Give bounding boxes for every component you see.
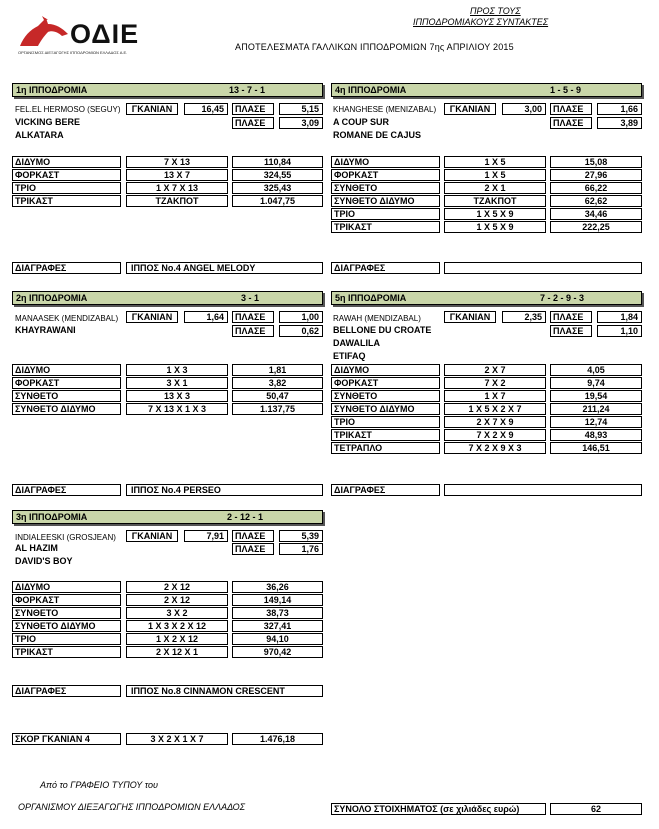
race-2-scratch-value: ΙΠΠΟΣ No.4 PERSEO [126,484,323,496]
bet-payout: 36,26 [232,581,323,593]
bet-combo: 1 X 5 X 2 X 7 [444,403,546,415]
race-3-gkanian-value: 7,91 [184,530,228,542]
race-4-title: 4η ΙΠΠΟΔΡΟΜΙΑ [335,85,407,95]
race-4-plase-value-2: 3,89 [597,117,642,129]
race-5-scratch-label: ΔΙΑΓΡΑΦΕΣ [331,484,440,496]
bet-payout: 1.137,75 [232,403,323,415]
race-5-gkanian-label: ΓΚΑΝΙΑΝ [444,311,496,323]
bet-payout: 38,73 [232,607,323,619]
bet-payout: 110,84 [232,156,323,168]
race-2-result: 3 - 1 [241,293,260,303]
bet-name: ΤΡΙΟ [12,633,121,645]
bet-combo: 2 X 1 [444,182,546,194]
race-4-scratch-label: ΔΙΑΓΡΑΦΕΣ [331,262,440,274]
race-2-header [12,291,323,305]
race-1-plase-label-1: ΠΛΑΣΕ [232,103,274,115]
race-4-third: ROMANE DE CAJUS [333,130,422,140]
race-2-plase-value-1: 1,00 [279,311,323,323]
bet-combo: 7 X 2 X 9 X 3 [444,442,546,454]
bet-payout: 149,14 [232,594,323,606]
bet-payout: 1.047,75 [232,195,323,207]
bet-payout: 66,22 [550,182,642,194]
race-2-plase-label-1: ΠΛΑΣΕ [232,311,274,323]
race-1-second: VICKING BERE [15,117,81,127]
bet-name: ΣΥΝΘΕΤΟ [331,182,440,194]
race-3-plase-value-2: 1,76 [279,543,323,555]
race-3-plase-label-1: ΠΛΑΣΕ [232,530,274,542]
race-3-scratch-value: ΙΠΠΟΣ No.8 CINNAMON CRESCENT [126,685,323,697]
race-5-fourth: ETIFAQ [333,351,366,361]
bet-combo: ΤΖΑΚΠΟΤ [444,195,546,207]
bet-payout: 9,74 [550,377,642,389]
race-1-gkanian-label: ΓΚΑΝΙΑΝ [126,103,178,115]
race-2-gkanian-label: ΓΚΑΝΙΑΝ [126,311,178,323]
bet-payout: 62,62 [550,195,642,207]
bet-combo: 13 X 3 [126,390,228,402]
bet-name: ΤΡΙΚΑΣΤ [331,429,440,441]
race-5-plase-value-1: 1,84 [597,311,642,323]
bet-combo: 3 X 2 [126,607,228,619]
bet-payout: 3,82 [232,377,323,389]
horse-head-icon [18,14,72,48]
bet-payout: 327,41 [232,620,323,632]
logo-text: ΟΔΙΕ [70,19,140,49]
race-5-plase-label-2: ΠΛΑΣΕ [550,325,592,337]
bet-payout: 94,10 [232,633,323,645]
race-2-second: KHAYRAWANI [15,325,76,335]
bet-name: ΣΥΝΘΕΤΟ ΔΙΔΥΜΟ [331,403,440,415]
bet-name: ΦΟΡΚΑΣΤ [331,169,440,181]
race-3-winner: INDIALEESKI (GROSJEAN) [15,533,116,542]
race-3-third: DAVID'S BOY [15,556,73,566]
bet-combo: 7 X 13 X 1 X 3 [126,403,228,415]
race-1-scratch-label: ΔΙΑΓΡΑΦΕΣ [12,262,121,274]
bet-combo: 1 X 2 X 12 [126,633,228,645]
race-2-gkanian-value: 1,64 [184,311,228,323]
addressee-line-2: ΙΠΠΟΔΡΟΜΙΑΚΟΥΣ ΣΥΝΤΑΚΤΕΣ [413,17,549,27]
race-4-plase-label-1: ΠΛΑΣΕ [550,103,592,115]
bet-name: ΣΥΝΘΕΤΟ ΔΙΔΥΜΟ [12,620,121,632]
race-4-plase-value-1: 1,66 [597,103,642,115]
race-5-third: DAWALILA [333,338,380,348]
bet-payout: 222,25 [550,221,642,233]
race-5-plase-value-2: 1,10 [597,325,642,337]
race-5-gkanian-value: 2,35 [502,311,546,323]
race-2-plase-value-2: 0,62 [279,325,323,337]
bet-name: ΤΡΙΟ [331,416,440,428]
bet-payout: 48,93 [550,429,642,441]
bet-name: ΤΡΙΟ [12,182,121,194]
race-1-plase-value-1: 5,15 [279,103,323,115]
bet-combo: 1 X 5 X 9 [444,221,546,233]
score-payout: 1.476,18 [232,733,323,745]
race-5-scratch-value [444,484,642,496]
bet-combo: 1 X 7 [444,390,546,402]
race-4-gkanian-value: 3,00 [502,103,546,115]
race-5-result: 7 - 2 - 9 - 3 [540,293,585,303]
footer-from-line-2: ΟΡΓΑΝΙΣΜΟΥ ΔΙΕΞΑΓΩΓΗΣ ΙΠΠΟΔΡΟΜΙΩΝ ΕΛΛΑΔΟΣ [18,802,246,812]
bet-combo: 1 X 3 X 2 X 12 [126,620,228,632]
race-3-gkanian-label: ΓΚΑΝΙΑΝ [126,530,178,542]
bet-payout: 34,46 [550,208,642,220]
total-bet-label: ΣΥΝΟΛΟ ΣΤΟΙΧΗΜΑΤΟΣ (σε χιλιάδες ευρώ) [331,803,546,815]
bet-combo: 2 X 12 [126,594,228,606]
bet-payout: 211,24 [550,403,642,415]
bet-name: ΦΟΡΚΑΣΤ [331,377,440,389]
bet-combo: 1 X 5 X 9 [444,208,546,220]
bet-payout: 325,43 [232,182,323,194]
bet-combo: 1 X 7 X 13 [126,182,228,194]
bet-combo: 2 X 12 X 1 [126,646,228,658]
race-3-header [12,510,323,524]
footer-from-line-1: Από το ΓΡΑΦΕΙΟ ΤΥΠΟΥ του [40,780,158,790]
race-1-third: ALKATARA [15,130,64,140]
bet-combo: 1 X 5 [444,156,546,168]
race-4-second: A COUP SUR [333,117,390,127]
race-3-plase-label-2: ΠΛΑΣΕ [232,543,274,555]
race-5-winner: RAWAH (MENDIZABAL) [333,314,421,323]
race-1-title: 1η ΙΠΠΟΔΡΟΜΙΑ [16,85,88,95]
bet-payout: 12,74 [550,416,642,428]
race-4-plase-label-2: ΠΛΑΣΕ [550,117,592,129]
race-1-result: 13 - 7 - 1 [229,85,266,95]
bet-combo: 7 X 2 X 9 [444,429,546,441]
bet-name: ΔΙΔΥΜΟ [12,581,121,593]
race-3-plase-value-1: 5,39 [279,530,323,542]
bet-combo: 3 X 1 [126,377,228,389]
bet-name: ΔΙΔΥΜΟ [331,156,440,168]
bet-name: ΤΡΙΚΑΣΤ [12,646,121,658]
race-1-gkanian-value: 16,45 [184,103,228,115]
race-5-header [331,291,642,305]
race-1-plase-value-2: 3,09 [279,117,323,129]
bet-combo: 1 X 5 [444,169,546,181]
bet-payout: 324,55 [232,169,323,181]
race-4-scratch-value [444,262,642,274]
race-4-gkanian-label: ΓΚΑΝΙΑΝ [444,103,496,115]
bet-name: ΣΥΝΘΕΤΟ [12,390,121,402]
bet-name: ΤΡΙΚΑΣΤ [12,195,121,207]
bet-payout: 4,05 [550,364,642,376]
bet-name: ΔΙΔΥΜΟ [12,364,121,376]
bet-payout: 1,81 [232,364,323,376]
race-2-plase-label-2: ΠΛΑΣΕ [232,325,274,337]
bet-combo: ΤΖΑΚΠΟΤ [126,195,228,207]
bet-combo: 1 X 3 [126,364,228,376]
race-3-result: 2 - 12 - 1 [227,512,264,522]
race-4-header [331,83,642,97]
race-2-title: 2η ΙΠΠΟΔΡΟΜΙΑ [16,293,88,303]
bet-combo: 2 X 7 [444,364,546,376]
race-5-second: BELLONE DU CROATE [333,325,432,335]
logo [18,14,148,62]
score-combo: 3 X 2 X 1 X 7 [126,733,228,745]
race-2-winner: MANAASEK (MENDIZABAL) [15,314,119,323]
addressee-line-1: ΠΡΟΣ ΤΟΥΣ [470,6,521,16]
bet-combo: 2 X 12 [126,581,228,593]
race-1-header [12,83,323,97]
race-4-result: 1 - 5 - 9 [550,85,582,95]
bet-name: ΦΟΡΚΑΣΤ [12,169,121,181]
bet-name: ΣΥΝΘΕΤΟ [12,607,121,619]
race-4-winner: KHANGHESE (MENIZABAL) [333,105,437,114]
bet-payout: 19,54 [550,390,642,402]
score-label: ΣΚΟΡ ΓΚΑΝΙΑΝ 4 [12,733,121,745]
race-1-plase-label-2: ΠΛΑΣΕ [232,117,274,129]
race-5-plase-label-1: ΠΛΑΣΕ [550,311,592,323]
bet-payout: 970,42 [232,646,323,658]
bet-combo: 7 X 13 [126,156,228,168]
bet-payout: 27,96 [550,169,642,181]
bet-name: ΤΡΙΟ [331,208,440,220]
bet-name: ΤΡΙΚΑΣΤ [331,221,440,233]
race-3-second: AL HAZIM [15,543,58,553]
bet-name: ΣΥΝΘΕΤΟ ΔΙΔΥΜΟ [12,403,121,415]
bet-name: ΔΙΔΥΜΟ [331,364,440,376]
bet-payout: 50,47 [232,390,323,402]
race-3-scratch-label: ΔΙΑΓΡΑΦΕΣ [12,685,121,697]
logo-subtext: ΟΡΓΑΝΙΣΜΟΣ ΔΙΕΞΑΓΩΓΗΣ ΙΠΠΟΔΡΟΜΙΩΝ ΕΛΛΑΔΟΣ Α.Ε. [18,50,128,55]
bet-combo: 7 X 2 [444,377,546,389]
bet-payout: 146,51 [550,442,642,454]
total-bet-value: 62 [550,803,642,815]
race-1-winner: FEL.EL HERMOSO (SEGUY) [15,105,121,114]
bet-name: ΔΙΔΥΜΟ [12,156,121,168]
bet-combo: 13 X 7 [126,169,228,181]
bet-combo: 2 X 7 X 9 [444,416,546,428]
page-title: ΑΠΟΤΕΛΕΣΜΑΤΑ ΓΑΛΛΙΚΩΝ ΙΠΠΟΔΡΟΜΙΩΝ 7ης ΑΠΡΙΛΙΟΥ 2015 [235,42,514,52]
race-2-scratch-label: ΔΙΑΓΡΑΦΕΣ [12,484,121,496]
bet-name: ΣΥΝΘΕΤΟ [331,390,440,402]
bet-name: ΦΟΡΚΑΣΤ [12,594,121,606]
race-3-title: 3η ΙΠΠΟΔΡΟΜΙΑ [16,512,88,522]
race-5-title: 5η ΙΠΠΟΔΡΟΜΙΑ [335,293,407,303]
bet-name: ΦΟΡΚΑΣΤ [12,377,121,389]
bet-name: ΤΕΤΡΑΠΛΟ [331,442,440,454]
bet-name: ΣΥΝΘΕΤΟ ΔΙΔΥΜΟ [331,195,440,207]
race-1-scratch-value: ΙΠΠΟΣ No.4 ANGEL MELODY [126,262,323,274]
bet-payout: 15,08 [550,156,642,168]
